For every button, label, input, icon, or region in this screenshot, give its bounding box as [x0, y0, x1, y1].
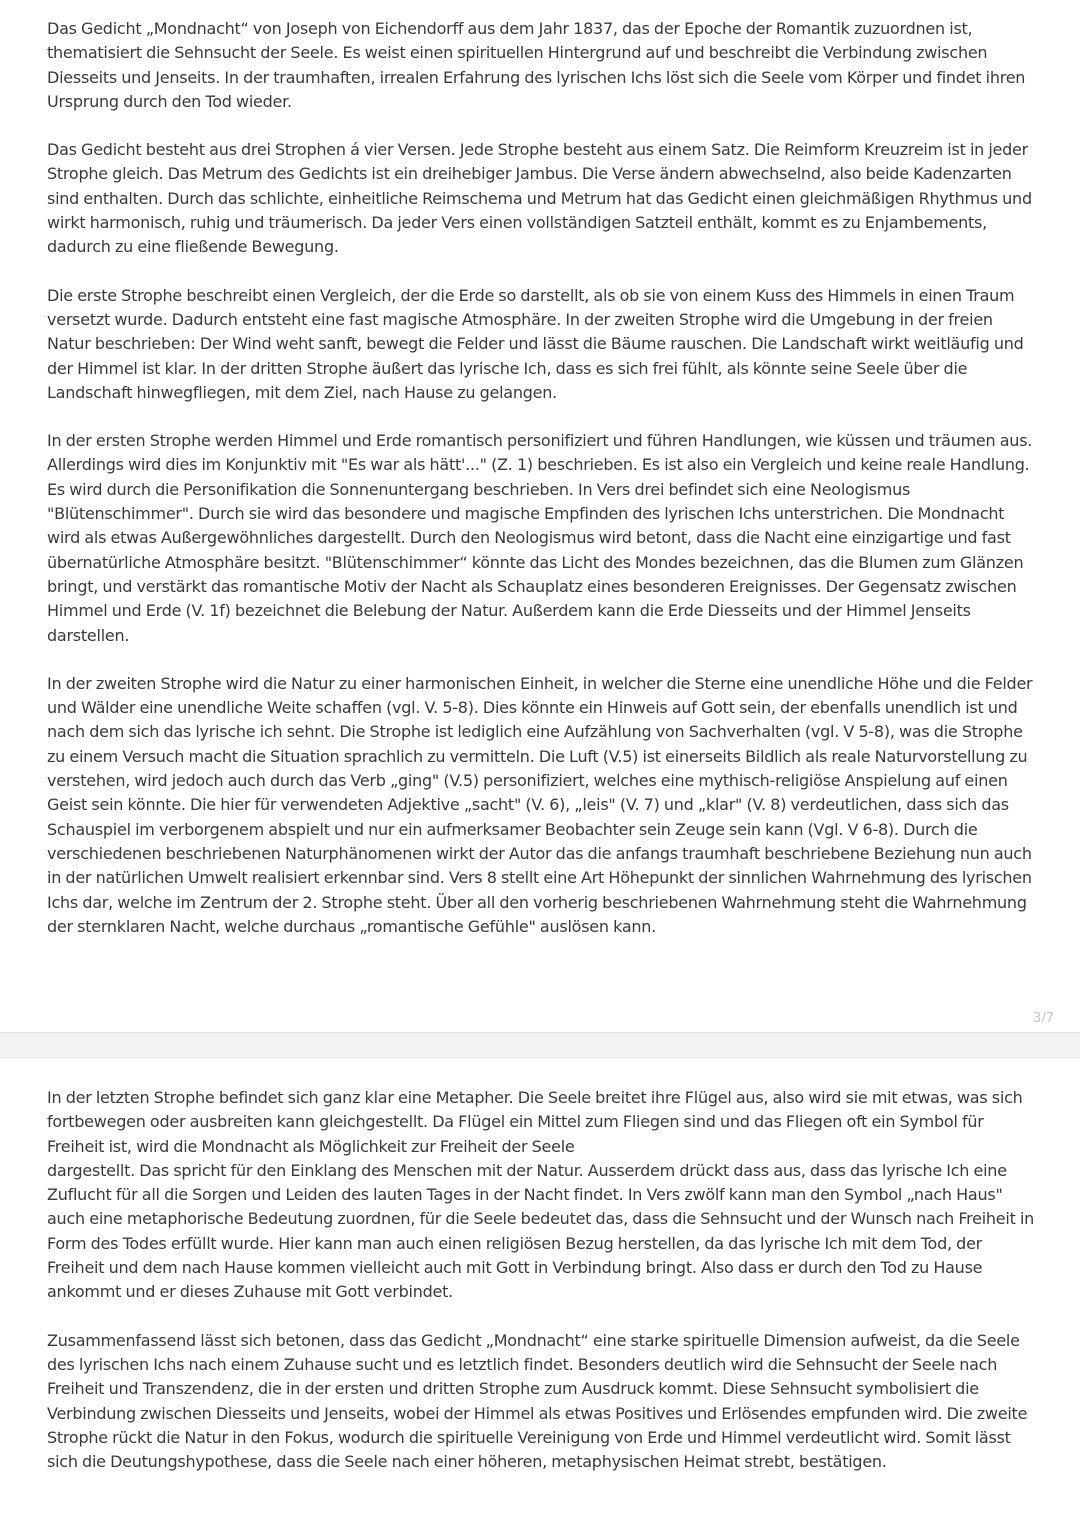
paragraph-third-stanza: In der letzten Strophe befindet sich ganz klar eine Metapher. Die Seele breitet ihre Flügel aus, also wird sie mit etwas, was sich fortbewegen oder ausbreiten kann gleichgestellt. Da Flügel ein Mittel zum Fliegen sind und das Fliegen oft ein Symbol für Freiheit ist, wird die Mondnacht als Möglichkeit zur Freiheit der Seele dargestellt. Das spricht für den Einklang des Menschen mit der Natur. Ausserdem drückt dass aus, dass das lyrische Ich eine Zuflucht für all die Sorgen und Leiden des lauten Tages in der Nacht findet. In Vers zwölf kann man den Symbol „nach Haus" auch eine metaphorische Bedeutung zuordnen, für die Seele bedeutet das, dass die Sehnsucht und der Wunsch nach Freiheit in Form des Todes erfüllt wurde. Hier kann man auch einen religiösen Bezug herstellen, da das lyrische Ich mit dem Tod, der Freiheit und dem nach Hause kommen vielleicht auch mit Gott in Verbindung bringt. Also dass er durch den Tod zu Hause ankommt und er dieses Zuhause mit Gott verbindet.	[47, 1088, 1035, 1302]
page-content	[47, 1086, 1037, 1498]
paragraph-first-stanza: In der ersten Strophe werden Himmel und Erde romantisch personifiziert und führen Handlungen, wie küssen und träumen aus. Allerdings wird dies im Konjunktiv mit "Es war als hätt'..." (Z. 1) beschrieben. Es ist also ein Vergleich und keine reale Handlung. Es wird durch die Personifikation die Sonnenuntergang beschrieben. In Vers drei befindet sich eine Neologismus "Blütenschimmer". Durch sie wird das besondere und magische Empfinden des lyrischen Ichs unterstrichen. Die Mondnacht wird als etwas Außergewöhnliches dargestellt. Durch den Neologismus wird betont, dass die Nacht eine einzigartige und fast übernatürliche Atmosphäre besitzt. "Blütenschimmer“ könnte das Licht des Mondes bezeichnen, das die Blumen zum Glänzen bringt, und verstärkt das romantische Motiv der Nacht als Schauplatz eines besonderen Ereignisses. Der Gegensatz zwischen Himmel und Erde (V. 1f) bezeichnet die Belebung der Natur. Außerdem kann die Erde Diesseits und der Himmel Jenseits darstellen.	[47, 431, 1033, 645]
paragraph-conclusion: Zusammenfassend lässt sich betonen, dass das Gedicht „Mondnacht“ eine starke spirituelle Dimension aufweist, da die Seele des lyrischen Ichs nach einem Zuhause sucht und es letztlich findet. Besonders deutlich wird die Sehnsucht der Seele nach Freiheit und Transzendenz, die in der ersten und dritten Strophe zum Ausdruck kommt. Diese Sehnsucht symbolisiert die Verbindung zwischen Diesseits und Jenseits, wobei der Himmel als etwas Positives und Erlösendes empfunden wird. Die zweite Strophe rückt die Natur in den Fokus, wodurch die spirituelle Vereinigung von Erde und Himmel verdeutlicht wird. Somit lässt sich die Deutungshypothese, dass die Seele nach einer höheren, metaphysischen Heimat strebt, bestätigen.	[47, 1330, 1028, 1472]
paragraph-introduction: Das Gedicht „Mondnacht“ von Joseph von Eichendorff aus dem Jahr 1837, das der Epoche der Romantik zuzuordnen ist, thematisiert die Sehnsucht der Seele. Es weist einen spirituellen Hintergrund auf und beschreibt die Verbindung zwischen Diesseits und Jenseits. In der traumhaften, irrealen Erfahrung des lyrischen Ichs löst sich die Seele vom Körper und findet ihren Ursprung durch den Tod wieder.	[47, 19, 1026, 111]
document-page-4	[0, 1058, 1080, 1526]
paragraph-second-stanza: In der zweiten Strophe wird die Natur zu einer harmonischen Einheit, in welcher die Sterne eine unendliche Höhe und die Felder und Wälder eine unendliche Weite schaffen (vgl. V. 5-8). Dies könnte ein Hinweis auf Gott sein, der ebenfalls unendlich ist und nach dem sich das lyrische ich sehnt. Die Strophe ist lediglich eine Aufzählung von Sachverhalten (vgl. V 5-8), was die Strophe zu einem Versuch macht die Situation sprachlich zu vermitteln. Die Luft (V.5) ist einerseits Bildlich als reale Naturvorstellung zu verstehen, wird jedoch auch durch das Verb „ging" (V.5) personifiziert, welches eine mythisch-religiöse Anspielung auf einen Geist sein könnte. Die hier für verwendeten Adjektive „sacht" (V. 6), „leis" (V. 7) und „klar" (V. 8) verdeutlichen, dass sich das Schauspiel im verborgenem abspielt und nur ein aufmerksamer Beobachter sein Zeuge sein kann (Vgl. V 6-8). Durch die verschiedenen beschriebenen Naturphänomenen wirkt der Autor das die anfangs traumhaft beschriebene Beziehung nun auch in der natürlichen Umwelt realisiert erkennbar sind. Vers 8 stellt eine Art Höhepunkt der sinnlichen Wahrnehmung des lyrischen Ichs dar, welche im Zentrum der 2. Strophe steht. Über all den vorherig beschriebenen Wahrnehmung steht die Wahrnehmung der sternklaren Nacht, welche durchaus „romantische Gefühle" auslösen kann.	[47, 673, 1033, 936]
paragraph-content-summary: Die erste Strophe beschreibt einen Vergleich, der die Erde so darstellt, als ob sie von einem Kuss des Himmels in einen Traum versetzt wurde. Dadurch entsteht eine fast magische Atmosphäre. In der zweiten Strophe wird die Umgebung in der freien Natur beschrieben: Der Wind weht sanft, bewegt die Felder und lässt die Bäume rauschen. Die Landschaft wirkt weitläufig und der Himmel ist klar. In der dritten Strophe äußert das lyrische Ich, dass es sich frei fühlt, als könnte seine Seele über die Landschaft hinwegfliegen, mit dem Ziel, nach Hause zu gelangen.	[47, 285, 1024, 402]
page-content	[47, 17, 1037, 963]
page-number: 3/7	[1033, 1011, 1054, 1026]
page-separator	[0, 1032, 1080, 1058]
paragraph-form-analysis: Das Gedicht besteht aus drei Strophen á vier Versen. Jede Strophe besteht aus einem Satz. Die Reimform Kreuzreim ist in jeder Strophe gleich. Das Metrum des Gedichts ist ein dreihebiger Jambus. Die Verse ändern abwechselnd, also beide Kadenzarten sind enthalten. Durch das schlichte, einheitliche Reimschema und Metrum hat das Gedicht einen gleichmäßigen Rhythmus und wirkt harmonisch, ruhig und träumerisch. Da jeder Vers einen vollständigen Satzteil enthält, kommt es zu Enjambements, dadurch zu eine fließende Bewegung.	[47, 140, 1032, 257]
